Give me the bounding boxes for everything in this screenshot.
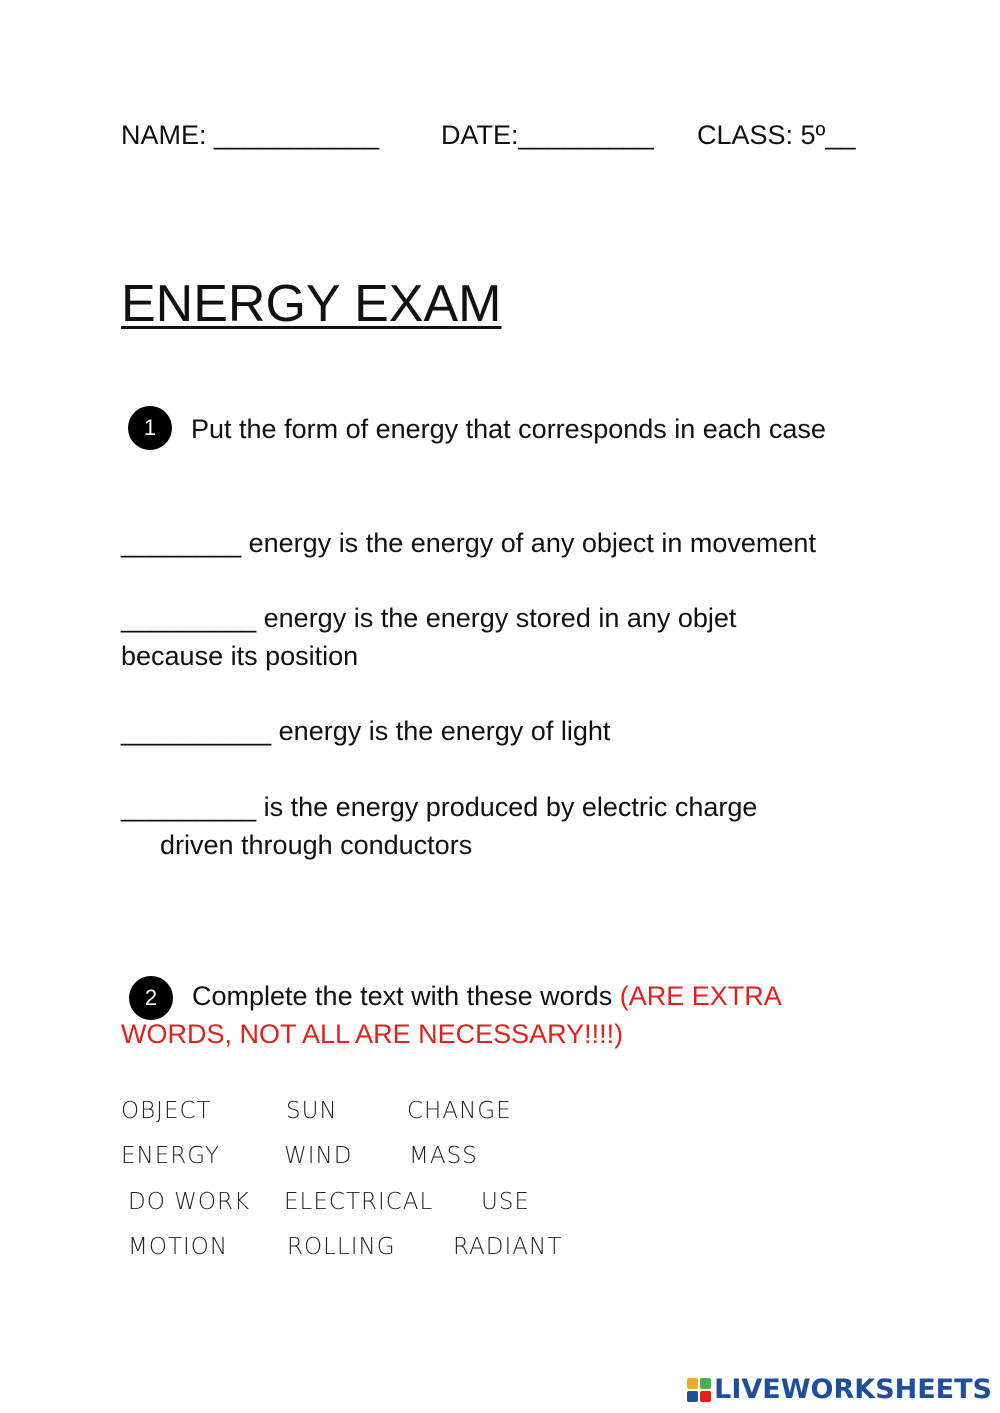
word-bank-item: USE [481,1189,530,1215]
word-bank-item: MOTION [128,1234,229,1260]
word-bank-item: CHANGE [407,1098,512,1124]
word-bank-item: ROLLING [287,1234,396,1260]
logo-square [700,1391,711,1402]
word-bank-item: ENERGY [121,1143,220,1169]
question-2-note-cont: WORDS, NOT ALL ARE NECESSARY!!!!) [121,1019,624,1049]
question-1-badge: 1 [128,406,172,450]
q1-item-potential[interactable]: _________ energy is the energy stored in any objet [121,603,737,633]
word-bank-item: WIND [284,1143,353,1169]
logo-square [700,1378,711,1389]
date-field[interactable]: DATE:_________ [441,120,654,150]
question-2-badge: 2 [129,976,173,1020]
logo-square [687,1391,698,1402]
name-field[interactable]: NAME: ___________ [121,120,380,150]
logo-text: LIVEWORKSHEETS [714,1374,992,1405]
word-bank-item: DO WORK [128,1189,251,1215]
question-2-text: Complete the text with these words [192,981,613,1011]
q1-item-electrical[interactable]: _________ is the energy produced by electric charge [121,792,758,822]
class-field[interactable]: CLASS: 5º__ [697,120,856,150]
liveworksheets-logo [687,1374,992,1405]
logo-square [687,1378,698,1389]
q1-item-kinetic[interactable]: ________ energy is the energy of any object in movement [121,528,816,558]
q1-item-electrical-cont: driven through conductors [160,830,473,860]
question-1-prompt: Put the form of energy that corresponds in each case [191,414,826,444]
question-2-prompt [192,981,782,1012]
word-bank-item: ELECTRICAL [284,1189,434,1215]
q1-item-potential-cont: because its position [121,641,359,671]
logo-icon [687,1378,711,1402]
word-bank-item: RADIANT [453,1234,563,1260]
page-title: ENERGY EXAM [121,275,502,333]
word-bank-item: SUN [286,1098,338,1124]
q1-item-light[interactable]: __________ energy is the energy of light [121,716,611,746]
word-bank-item: OBJECT [121,1098,212,1124]
word-bank-item: MASS [409,1143,478,1169]
question-2-note: (ARE EXTRA [619,981,782,1011]
